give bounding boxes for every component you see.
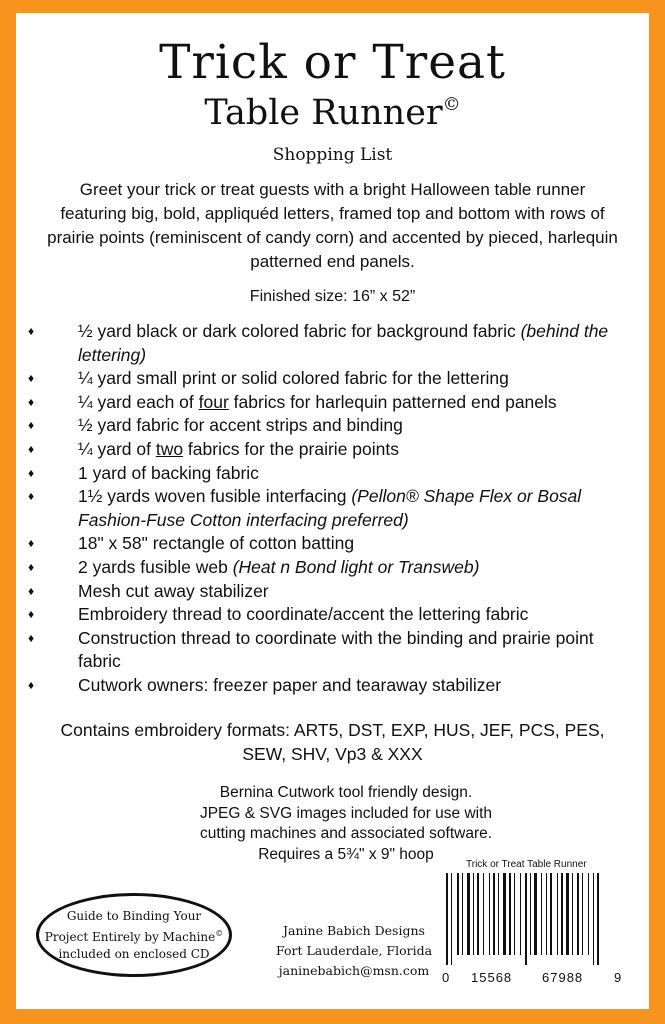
diamond-bullet-icon: ♦ xyxy=(28,418,35,433)
barcode-bar xyxy=(514,873,515,955)
diamond-bullet-icon: ♦ xyxy=(28,371,35,386)
barcode-bar xyxy=(457,873,459,955)
item-text: ¼ yard small print or solid colored fabric for the lettering xyxy=(78,368,509,389)
finished-size: Finished size: 16” x 52” xyxy=(249,288,416,305)
barcode-group-1: 15568 xyxy=(471,970,513,985)
barcode-bar xyxy=(498,873,499,955)
barcode-bar xyxy=(525,873,527,965)
bernina-line-3: cutting machines and associated software. xyxy=(199,825,493,842)
barcode-bar xyxy=(483,873,484,955)
barcode-bar xyxy=(566,873,569,955)
barcode-bar xyxy=(588,873,589,955)
barcode-digit-left: 0 xyxy=(442,970,450,985)
page-subtitle xyxy=(16,93,649,133)
oval-copyright-mark: © xyxy=(215,928,224,938)
diamond-bullet-icon: ♦ xyxy=(28,441,35,456)
binding-guide-oval xyxy=(36,893,232,977)
designer-name: Janine Babich Designs xyxy=(283,923,425,938)
diamond-bullet-icon: ♦ xyxy=(28,583,35,598)
barcode-bar xyxy=(493,873,495,955)
item-text: Mesh cut away stabilizer xyxy=(78,580,269,601)
item-emphasis: two xyxy=(155,438,184,459)
diamond-bullet-icon: ♦ xyxy=(28,559,35,574)
oval-line-1: Guide to Binding Your xyxy=(66,908,202,923)
designer-email: janinebabich@msn.com xyxy=(278,963,430,978)
diamond-bullet-icon: ♦ xyxy=(28,465,35,480)
bernina-line-4: Requires a 5¾" x 9" hoop xyxy=(258,845,434,863)
item-text: 2 yards fusible web xyxy=(78,556,228,577)
barcode-bar xyxy=(462,873,463,955)
barcode-bar xyxy=(582,873,583,955)
item-text: 1½ yards woven fusible interfacing xyxy=(78,486,347,507)
item-note: (behind the lettering) xyxy=(78,321,609,365)
supply-list-item xyxy=(28,367,628,391)
barcode-bar xyxy=(489,873,490,955)
item-text: ½ yard black or dark colored fabric for background fabric xyxy=(78,321,516,341)
barcode-group-2: 67988 xyxy=(542,970,584,985)
barcode-bar xyxy=(446,873,448,965)
intro-paragraph: Greet your trick or treat guests with a bright Halloween table runner featuring big, bold, appliquéd letters, framed top and bottom with rows of prairie points (reminiscent of candy corn) and accented by pieced, harlequin patterned end panels. xyxy=(47,180,618,271)
barcode-bar xyxy=(572,873,573,955)
supply-list-item xyxy=(28,627,628,674)
bernina-info xyxy=(196,783,496,865)
diamond-bullet-icon: ♦ xyxy=(28,394,35,409)
diamond-bullet-icon: ♦ xyxy=(28,677,35,692)
barcode-bar xyxy=(557,873,558,955)
barcode-bar xyxy=(477,873,479,955)
bernina-line-1: Bernina Cutwork tool friendly design. xyxy=(219,784,473,801)
item-note: (Pellon® Shape Flex or Bosal Fashion-Fuse Cotton interfacing preferred) xyxy=(78,486,582,530)
barcode-bar xyxy=(541,873,542,955)
item-text: 18" x 58" rectangle of cotton batting xyxy=(78,533,355,554)
bernina-line-2: JPEG & SVG images included for use with xyxy=(199,804,493,822)
oval-line-2 xyxy=(45,925,223,946)
barcode-bar xyxy=(577,873,579,955)
barcode-bar xyxy=(467,873,470,955)
barcode-digit-right: 9 xyxy=(614,970,622,985)
item-text: Cutwork owners: freezer paper and tearaway stabilizer xyxy=(78,674,502,695)
supply-list-item xyxy=(28,580,628,604)
designer-info xyxy=(274,921,434,981)
barcode-image xyxy=(434,873,634,967)
item-text: Construction thread to coordinate with the binding and prairie point fabric xyxy=(78,627,594,672)
barcode-bar xyxy=(520,873,521,955)
item-emphasis: four xyxy=(198,391,229,412)
product-card xyxy=(16,13,649,1009)
barcode-bar xyxy=(509,873,511,955)
item-text: ¼ yard each of xyxy=(78,391,199,412)
diamond-bullet-icon: ♦ xyxy=(28,630,35,645)
copyright-mark: © xyxy=(442,94,461,115)
barcode-title: Trick or Treat Table Runner xyxy=(466,859,587,870)
supply-list-item xyxy=(28,532,628,556)
item-text: Embroidery thread to coordinate/accent the lettering fabric xyxy=(78,604,529,625)
supply-list-item xyxy=(28,462,628,486)
item-text-rest: fabrics for the prairie points xyxy=(183,438,399,459)
item-text: ¼ yard of xyxy=(78,438,156,459)
supply-list-item xyxy=(28,438,628,462)
barcode-bar xyxy=(503,873,506,955)
supply-list-item xyxy=(28,603,628,627)
oval-line-2-text: Project Entirely by Machine xyxy=(44,929,216,944)
supply-list-item xyxy=(28,556,628,580)
diamond-bullet-icon: ♦ xyxy=(28,489,35,504)
diamond-bullet-icon: ♦ xyxy=(28,607,35,622)
page-title: Trick or Treat xyxy=(159,35,506,90)
oval-line-3: included on enclosed CD xyxy=(58,946,210,961)
supply-list-item xyxy=(28,414,628,438)
supply-list-item xyxy=(28,391,628,415)
barcode-bar xyxy=(530,873,531,955)
barcode-bar xyxy=(451,873,452,965)
barcode-bar xyxy=(593,873,594,965)
diamond-bullet-icon: ♦ xyxy=(28,536,35,551)
barcode-bar xyxy=(546,873,547,955)
barcode-bar xyxy=(550,873,552,955)
item-text-rest: fabrics for harlequin patterned end panels xyxy=(228,391,557,412)
supply-list-item xyxy=(28,320,628,367)
barcode-bar xyxy=(561,873,563,955)
supply-list-item xyxy=(28,485,628,532)
barcode-bar xyxy=(534,873,537,955)
shopping-list-heading: Shopping List xyxy=(272,145,393,165)
diamond-bullet-icon: ♦ xyxy=(28,324,35,338)
supply-list-item xyxy=(28,674,628,698)
designer-location: Fort Lauderdale, Florida xyxy=(275,943,433,958)
barcode-bar xyxy=(473,873,474,955)
supply-list xyxy=(28,320,628,698)
item-note: (Heat n Bond light or Transweb) xyxy=(232,556,480,577)
item-text: 1 yard of backing fabric xyxy=(78,462,259,483)
barcode-bar xyxy=(597,873,599,965)
item-text: ½ yard fabric for accent strips and binding xyxy=(78,415,403,436)
formats-text: Contains embroidery formats: ART5, DST, EXP, HUS, JEF, PCS, PES, SEW, SHV, Vp3 & XXX xyxy=(60,720,605,764)
subtitle-text: Table Runner xyxy=(204,93,443,133)
